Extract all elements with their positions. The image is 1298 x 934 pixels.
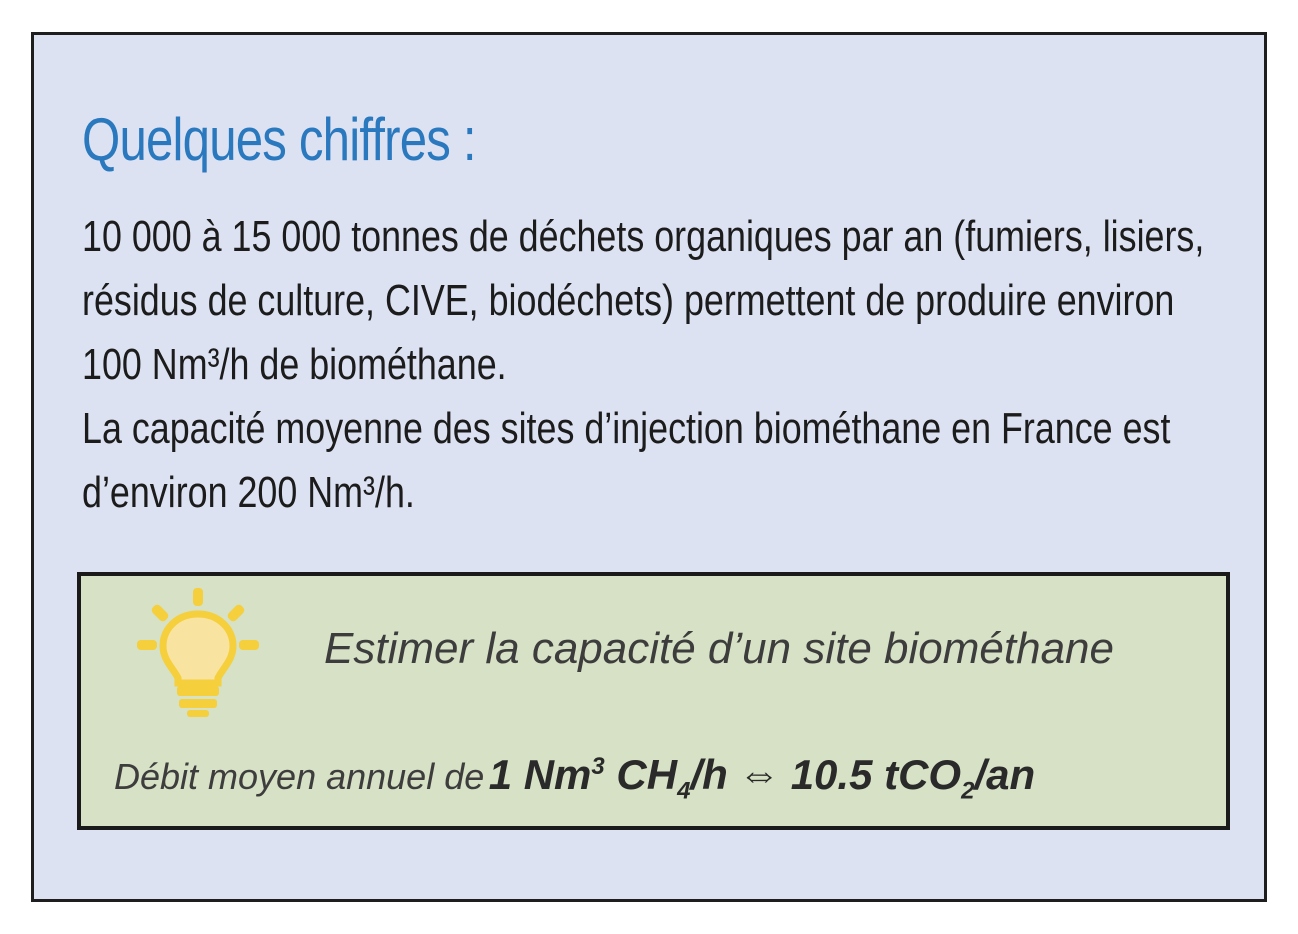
lightbulb-icon: [133, 588, 265, 720]
panel-title: Quelques chiffres :: [82, 106, 476, 173]
panel-body: [82, 205, 1223, 525]
tip-formula: [114, 751, 1036, 805]
formula-lhs-sub: 4: [677, 777, 691, 805]
paragraph-average-capacity: La capacité moyenne des sites d’injection biométhane en France est d’environ 200 Nm³/h.: [82, 404, 1171, 517]
formula-lhs-unit: /h: [690, 751, 728, 798]
formula-lhs-sup: 3: [591, 753, 605, 780]
formula-rhs-unit: /an: [974, 751, 1036, 798]
tip-box: [77, 572, 1230, 830]
equivalence-arrow: ⇔: [738, 751, 781, 798]
formula-rhs-value: 10.5 tCO: [790, 751, 962, 798]
tip-title: Estimer la capacité d’un site biométhane: [324, 624, 1114, 673]
formula-rhs-sub: 2: [961, 777, 975, 805]
formula-lhs-value: 1 Nm: [488, 751, 592, 798]
formula-rhs: [790, 751, 1036, 805]
formula-lhs-species: CH: [604, 751, 678, 798]
paragraph-tonnage: 10 000 à 15 000 tonnes de déchets organiques par an (fumiers, lisiers, résidus de culture, CIVE, biodéchets) permettent de produire environ 100 Nm³/h de biométhane.: [82, 212, 1205, 389]
info-panel: [31, 32, 1267, 902]
formula-lhs: [488, 751, 728, 805]
formula-lead: Débit moyen annuel de: [114, 756, 485, 797]
